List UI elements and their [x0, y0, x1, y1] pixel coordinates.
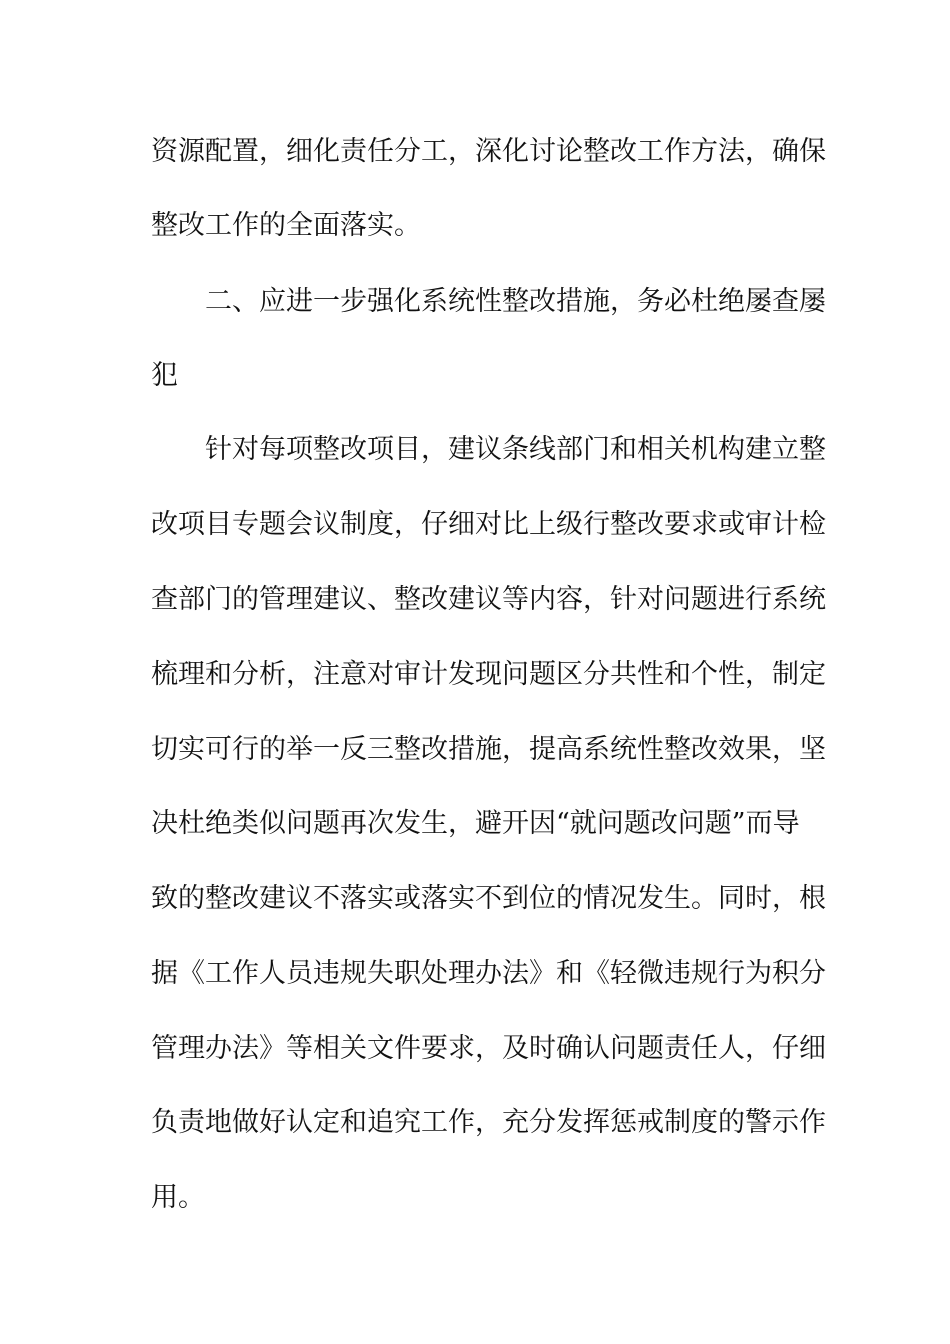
paragraph-line: 用。 [151, 1182, 205, 1213]
paragraph-line: 整改工作的全面落实。 [151, 210, 421, 241]
paragraph-line: 决杜绝类似问题再次发生，避开因“就问题改问题”而导 [151, 808, 800, 839]
paragraph-line: 资源配置，细化责任分工，深化讨论整改工作方法，确保 [151, 136, 826, 167]
section-heading-continued: 犯 [151, 360, 178, 391]
paragraph-line: 梳理和分析，注意对审计发现问题区分共性和个性，制定 [151, 659, 826, 690]
section-heading: 二、应进一步强化系统性整改措施，务必杜绝屡查屡 [205, 286, 826, 317]
paragraph-line: 改项目专题会议制度，仔细对比上级行整改要求或审计检 [151, 509, 826, 540]
paragraph-line: 针对每项整改项目，建议条线部门和相关机构建立整 [205, 434, 826, 465]
paragraph-line: 据《工作人员违规失职处理办法》和《轻微违规行为积分 [151, 958, 826, 989]
paragraph-line: 查部门的管理建议、整改建议等内容，针对问题进行系统 [151, 584, 826, 615]
paragraph-line: 切实可行的举一反三整改措施，提高系统性整改效果，坚 [151, 734, 826, 765]
paragraph-line: 负责地做好认定和追究工作，充分发挥惩戒制度的警示作 [151, 1107, 826, 1138]
paragraph-line: 致的整改建议不落实或落实不到位的情况发生。同时，根 [151, 883, 826, 914]
paragraph-line: 管理办法》等相关文件要求，及时确认问题责任人，仔细 [151, 1033, 826, 1064]
